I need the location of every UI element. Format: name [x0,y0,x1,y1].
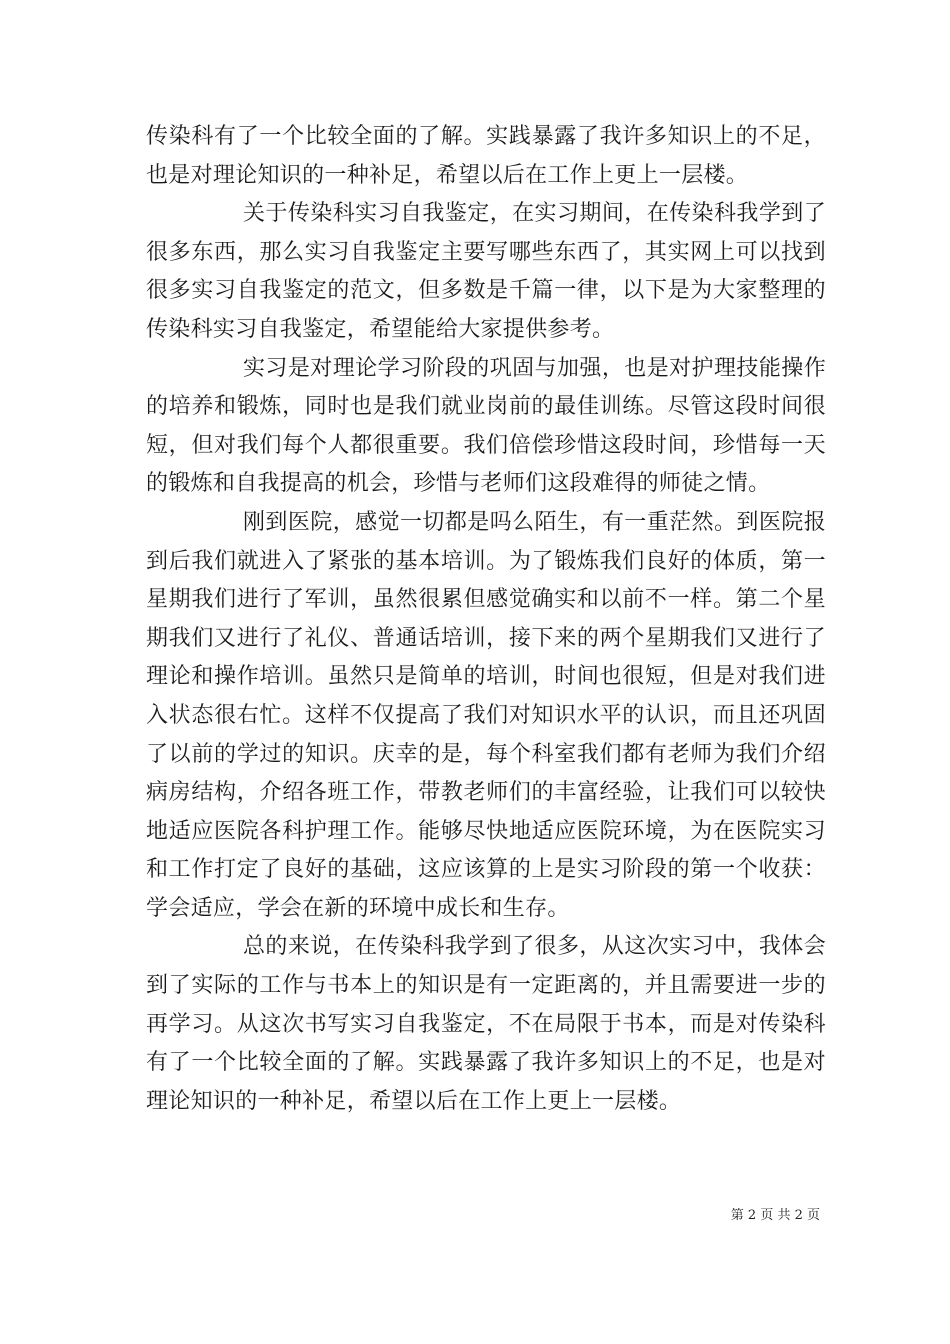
page-number-footer: 第 2 页 共 2 页 [730,1208,820,1223]
paragraph-2: 关于传染科实习自我鉴定，在实习期间，在传染科我学到了很多东西，那么实习自我鉴定主要写哪些东西了，其实网上可以找到很多实习自我鉴定的范文，但多数是千篇一律，以下是为大家整理的传染科实习自我鉴定，希望能给大家提供参考。 [146,201,826,342]
paragraph-4: 刚到医院，感觉一切都是吗么陌生，有一重茫然。到医院报到后我们就进入了紧张的基本培训。为了锻炼我们良好的体质，第一星期我们进行了军训，虽然很累但感觉确实和以前不一样。第二个星期我们又进行了礼仪、普通话培训，接下来的两个星期我们又进行了理论和操作培训。虽然只是简单的培训，时间也很短，但是对我们进入状态很右忙。这样不仅提高了我们对知识水平的认识，而且还巩固了以前的学过的知识。庆幸的是，每个科室我们都有老师为我们介绍病房结构，介绍各班工作，带教老师们的丰富经验，让我们可以较快地适应医院各科护理工作。能够尽快地适应医院环境，为在医院实习和工作打定了良好的基础，这应该算的上是实习阶段的第一个收获：学会适应，学会在新的环境中成长和生存。 [146,509,826,921]
paragraph-3: 实习是对理论学习阶段的巩固与加强，也是对护理技能操作的培养和锻炼，同时也是我们就业岗前的最佳训练。尽管这段时间很短，但对我们每个人都很重要。我们倍偿珍惜这段时间，珍惜每一天的锻炼和自我提高的机会，珍惜与老师们这段难得的师徒之情。 [146,355,826,497]
paragraph-5: 总的来说，在传染科我学到了很多，从这次实习中，我体会到了实际的工作与书本上的知识是有一定距离的，并且需要进一步的再学习。从这次书写实习自我鉴定，不在局限于书本，而是对传染科有了一个比较全面的了解。实践暴露了我许多知识上的不足，也是对理论知识的一种补足，希望以后在工作上更上一层楼。 [146,934,826,1114]
document-body [146,118,826,1121]
paragraph-1: 传染科有了一个比较全面的了解。实践暴露了我许多知识上的不足，也是对理论知识的一种补足，希望以后在工作上更上一层楼。 [146,124,826,188]
